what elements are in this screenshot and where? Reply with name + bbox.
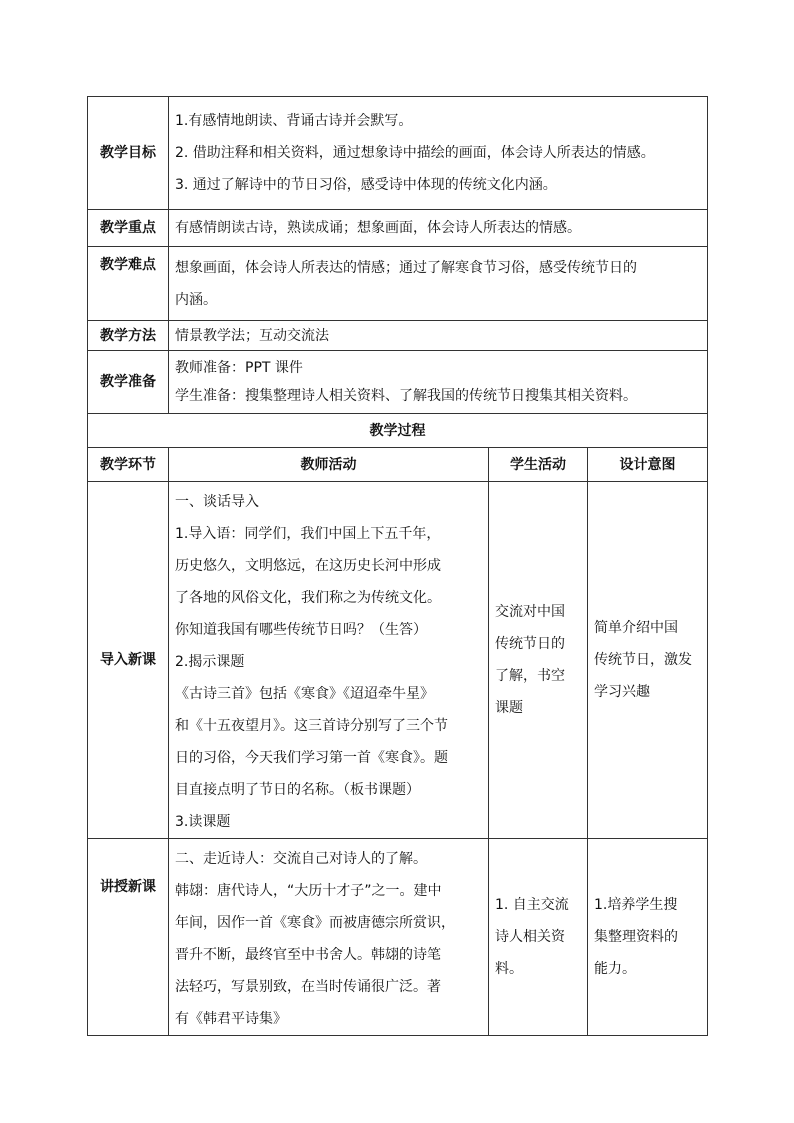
intro-row [88,482,708,839]
goals-label: 教学目标 [88,97,169,210]
intro-design-line: 简单介绍中国 [594,620,678,636]
header-stage: 教学环节 [88,448,169,482]
process-title: 教学过程 [88,414,708,448]
process-title-row [88,414,708,448]
intro-teacher-line: 3.读课题 [175,814,231,830]
teaching-teacher-line: 有《韩君平诗集》 [175,1011,287,1027]
intro-teacher-line: 《古诗三首》包括《寒食》《迢迢牵牛星》 [175,686,434,702]
key-points-row [88,210,708,247]
teaching-student-line: 料。 [495,961,523,977]
teaching-stage: 讲授新课 [88,839,169,1036]
intro-teacher-line: 2.揭示课题 [175,654,245,670]
preparation-label: 教学准备 [88,351,169,414]
teaching-design-line: 集整理资料的 [594,929,678,945]
methods-text: 情景教学法；互动交流法 [169,321,708,351]
intro-teacher-line: 1.导入语：同学们，我们中国上下五千年， [175,526,441,542]
intro-design [588,482,708,839]
intro-teacher-line: 历史悠久，文明悠远，在这历史长河中形成 [175,558,441,574]
teaching-teacher-line: 晋升不断，最终官至中书舍人。韩翃的诗笔 [175,947,441,963]
intro-teacher [169,482,489,839]
intro-stage: 导入新课 [88,482,169,839]
teaching-teacher-line: 年间，因作一首《寒食》而被唐德宗所赏识， [175,915,455,931]
intro-student [489,482,588,839]
intro-teacher-line: 日的习俗，今天我们学习第一首《寒食》。题 [175,750,448,766]
key-points-label: 教学重点 [88,210,169,247]
teaching-teacher [169,839,489,1036]
intro-design-line: 传统节日，激发 [594,652,692,668]
goals-line-2: 2. 借助注释和相关资料，通过想象诗中描绘的画面，体会诗人所表达的情感。 [175,145,655,161]
teaching-student-line: 1. 自主交流 [495,897,569,913]
goals-line-1: 1.有感情地朗读、背诵古诗并会默写。 [175,113,413,129]
intro-teacher-line: 了各地的风俗文化，我们称之为传统文化。 [175,590,441,606]
key-points-text: 有感情朗读古诗，熟读成诵；想象画面，体会诗人所表达的情感。 [169,210,708,247]
lesson-plan-table [87,96,708,1036]
teaching-row [88,839,708,1036]
teaching-design-line: 能力。 [594,961,636,977]
teaching-design [588,839,708,1036]
difficulties-line-1: 想象画面，体会诗人所表达的情感；通过了解寒食节习俗，感受传统节日的 [175,259,637,276]
intro-student-line: 了解，书空 [495,668,565,684]
header-design: 设计意图 [588,448,708,482]
goals-content [169,97,708,210]
difficulties-content [169,247,708,321]
goals-line-3: 3. 通过了解诗中的节日习俗，感受诗中体现的传统文化内涵。 [175,177,557,193]
preparation-content [169,351,708,414]
preparation-row [88,351,708,414]
intro-design-line: 学习兴趣 [594,684,650,700]
teaching-student-line: 诗人相关资 [495,929,565,945]
intro-teacher-line: 一、谈话导入 [175,494,259,510]
methods-label: 教学方法 [88,321,169,351]
difficulties-label: 教学难点 [88,247,169,321]
process-header-row [88,448,708,482]
intro-teacher-line: 你知道我国有哪些传统节日吗？（生答） [175,622,427,638]
intro-student-line: 交流对中国 [495,604,565,620]
difficulties-row [88,247,708,321]
methods-row [88,321,708,351]
intro-student-line: 课题 [495,700,523,716]
header-student: 学生活动 [489,448,588,482]
teaching-teacher-line: 法轻巧，写景别致，在当时传诵很广泛。著 [175,979,441,995]
preparation-line-1: 教师准备：PPT 课件 [175,360,303,376]
difficulties-line-2: 内涵。 [175,291,217,308]
teaching-student [489,839,588,1036]
goals-row [88,97,708,210]
intro-student-line: 传统节日的 [495,636,565,652]
teaching-design-line: 1.培养学生搜 [594,897,678,913]
header-teacher: 教师活动 [169,448,489,482]
teaching-teacher-line: 韩翃：唐代诗人，“大历十才子”之一。建中 [175,883,442,899]
teaching-teacher-line: 二、走近诗人：交流自己对诗人的了解。 [175,851,427,867]
preparation-line-2: 学生准备：搜集整理诗人相关资料、了解我国的传统节日搜集其相关资料。 [175,388,637,404]
intro-teacher-line: 和《十五夜望月》。这三首诗分别写了三个节 [175,718,448,734]
intro-teacher-line: 目直接点明了节日的名称。（板书课题） [175,782,420,798]
